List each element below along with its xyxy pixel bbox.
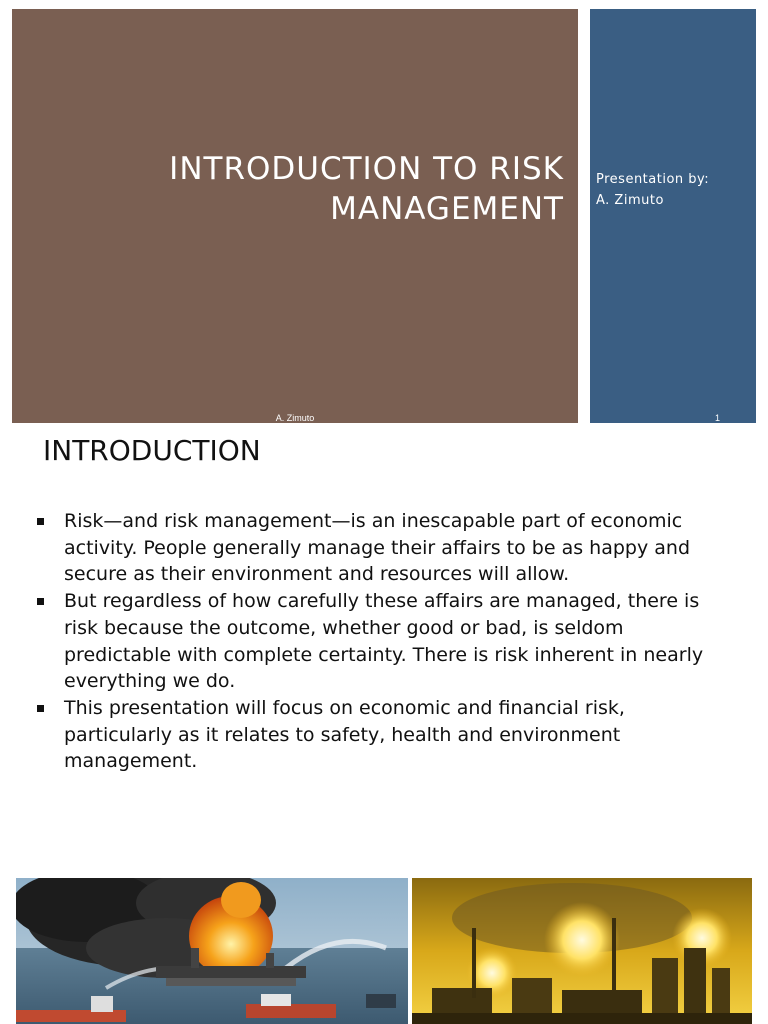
slide-number: 1 xyxy=(714,413,720,423)
square-bullet-icon xyxy=(37,518,44,525)
square-bullet-icon xyxy=(37,705,44,712)
presenter-block xyxy=(596,169,709,211)
presenter-label: Presentation by: xyxy=(596,172,710,187)
section-heading: INTRODUCTION xyxy=(43,434,261,467)
presentation-title: INTRODUCTION TO RISK MANAGEMENT xyxy=(169,151,564,227)
oil-rig-fire-photo xyxy=(16,878,408,1024)
presenter-panel xyxy=(590,9,756,423)
bullet-list xyxy=(36,508,736,775)
bullet-item xyxy=(36,695,736,775)
title-slide-panel xyxy=(12,9,578,423)
presenter-name: A. Zimuto xyxy=(596,193,664,208)
industrial-plant-fire-photo xyxy=(412,878,752,1024)
bullet-item xyxy=(36,508,736,588)
slide-footer: A. Zimuto xyxy=(275,413,315,423)
bullet-item xyxy=(36,588,736,695)
square-bullet-icon xyxy=(37,598,44,605)
bullet-text: This presentation will focus on economic and financial risk, particularly as it relates to safety, health and environment management. xyxy=(64,696,625,773)
bullet-text: Risk—and risk management—is an inescapable part of economic activity. People generally manage their affairs to be as happy and secure as their environment and resources will allow. xyxy=(64,510,691,586)
bullet-text: But regardless of how carefully these affairs are managed, there is risk because the outcome, whether good or bad, is seldom predictable with complete certainty. There is risk inherent in nearly everything we do. xyxy=(64,590,704,693)
